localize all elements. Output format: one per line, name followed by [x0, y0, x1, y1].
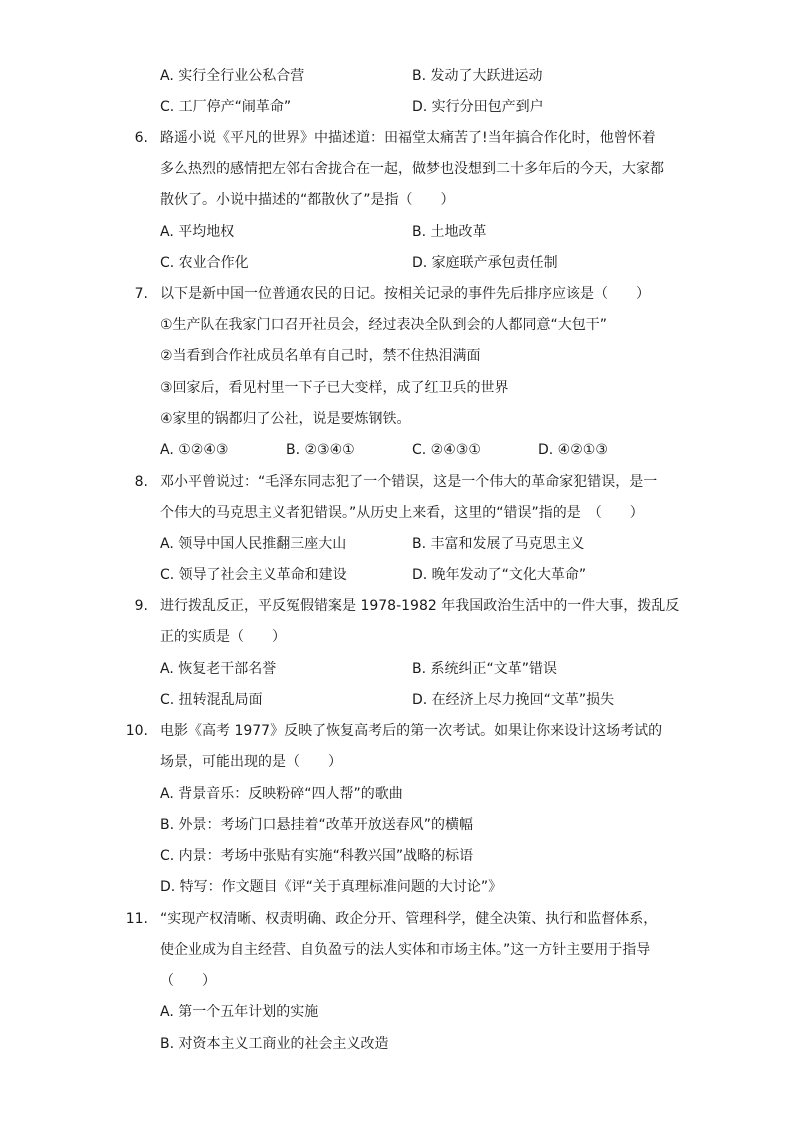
q7-option-c: C. ②④③① [412, 442, 481, 458]
q10-option-a: A. 背景音乐：反映粉碎“四人帮”的歌曲 [160, 786, 403, 802]
q9-number: 9. [134, 598, 148, 614]
q10-option-d: D. 特写：作文题目《评“关于真理标准问题的大讨论”》 [160, 879, 503, 895]
q7-option-d: D. ④②①③ [538, 442, 608, 458]
q7-diary-entry: ③回家后，看见村里一下子已大变样，成了红卫兵的世界 [160, 380, 509, 396]
q7-number: 7. [134, 286, 148, 302]
q6-option-a: A. 平均地权 [160, 224, 235, 240]
q11-stem-line: “实现产权清晰、权责明确、政企分开、管理科学，健全决策、执行和监督体系， [160, 911, 658, 927]
q9-option-a: A. 恢复老干部名誉 [160, 661, 277, 677]
q11-option-a: A. 第一个五年计划的实施 [160, 1004, 319, 1020]
q6-stem-line: 多么热烈的感情把左邻右舍拢合在一起，做梦也没想到二十多年后的今天，大家都 [160, 161, 664, 177]
q9-option-d: D. 在经济上尽力挽回“文革”损失 [412, 692, 615, 708]
q7-option-b: B. ②③④① [286, 442, 355, 458]
q5-option-c: C. 工厂停产“闹革命” [160, 99, 292, 115]
q10-stem-line: 场景，可能出现的是（ ） [160, 754, 342, 770]
q8-option-a: A. 领导中国人民推翻三座大山 [160, 536, 347, 552]
q10-option-c: C. 内景：考场中张贴有实施“科教兴国”战略的标语 [160, 848, 474, 864]
q6-option-d: D. 家庭联产承包责任制 [412, 255, 558, 271]
q7-option-a: A. ①②④③ [160, 442, 229, 458]
q6-option-b: B. 土地改革 [412, 224, 487, 240]
q6-stem-line: 路遥小说《平凡的世界》中描述道：田福堂太痛苦了!当年搞合作化时，他曾怀着 [160, 130, 656, 146]
q11-number: 11. [125, 911, 148, 927]
q10-stem-line: 电影《高考 1977》反映了恢复高考后的第一次考试。如果让你来设计这场考试的 [160, 723, 663, 739]
q8-option-c: C. 领导了社会主义革命和建设 [160, 567, 347, 583]
q7-diary-entry: ④家里的锅都归了公社，说是要炼钢铁。 [160, 411, 411, 427]
q7-diary-entry: ②当看到合作社成员名单有自己时，禁不住热泪满面 [160, 348, 481, 364]
q5-option-b: B. 发动了大跃进运动 [412, 68, 543, 84]
q11-stem-line: （ ） [160, 973, 216, 989]
q5-option-d: D. 实行分田包产到户 [412, 99, 544, 115]
q11-stem-line: 使企业成为自主经营、自负盈亏的法人实体和市场主体。”这一方针主要用于指导 [160, 942, 651, 958]
q8-option-d: D. 晚年发动了“文化大革命” [412, 567, 587, 583]
q7-diary-entry: ①生产队在我家门口召开社员会，经过表决全队到会的人都同意“大包干” [160, 317, 608, 333]
q9-option-c: C. 扭转混乱局面 [160, 692, 263, 708]
q8-stem-line: 个伟大的马克思主义者犯错误。”从历史上来看，这里的“错误”指的是 （ ） [160, 505, 644, 521]
q7-stem-line: 以下是新中国一位普通农民的日记。按相关记录的事件先后排序应该是（ ） [160, 286, 650, 302]
q6-stem-line: 散伙了。小说中描述的“都散伙了”是指（ ） [160, 192, 455, 208]
q8-stem-line: 邓小平曾说过：“毛泽东同志犯了一个错误，这是一个伟大的革命家犯错误，是一 [160, 474, 658, 490]
q8-option-b: B. 丰富和发展了马克思主义 [412, 536, 585, 552]
q9-stem-line: 正的实质是（ ） [160, 629, 286, 645]
q9-stem-line: 进行拨乱反正，平反冤假错案是 1978-1982 年我国政治生活中的一件大事，拨乱反 [160, 598, 680, 614]
q9-option-b: B. 系统纠正“文革”错误 [412, 661, 558, 677]
q8-number: 8. [134, 474, 148, 490]
q11-option-b: B. 对资本主义工商业的社会主义改造 [160, 1036, 389, 1052]
q6-option-c: C. 农业合作化 [160, 255, 249, 271]
q10-option-b: B. 外景：考场门口悬挂着“改革开放送春风”的横幅 [160, 817, 474, 833]
q5-option-a: A. 实行全行业公私合营 [160, 68, 305, 84]
q6-number: 6. [134, 130, 148, 146]
q10-number: 10. [125, 723, 148, 739]
